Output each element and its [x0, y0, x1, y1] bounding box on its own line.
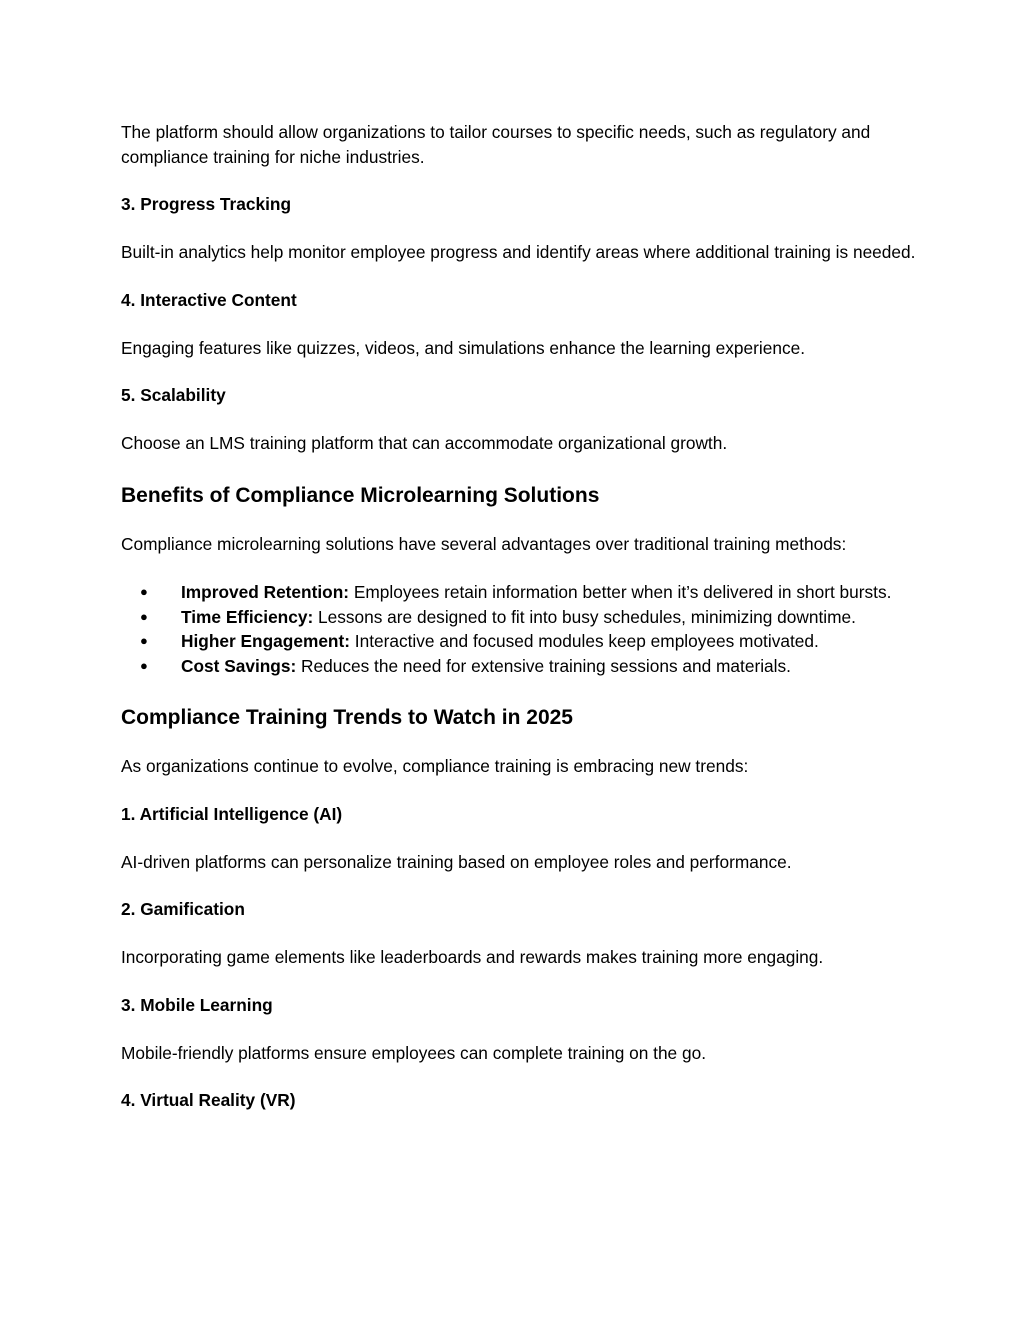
list-item: [121, 629, 921, 654]
bullet-icon: ●: [140, 657, 148, 673]
bullet-icon: ●: [140, 633, 148, 648]
list-item: [121, 580, 921, 605]
feature-text-interactive-content: Engaging features like quizzes, videos, and simulations enhance the learning experience.: [121, 337, 806, 358]
benefits-list: [121, 580, 921, 678]
trends-section-title: Compliance Training Trends to Watch in 2025: [121, 706, 573, 729]
benefit-label: Cost Savings:: [181, 655, 297, 676]
bullet-icon: ●: [140, 584, 148, 599]
trend-text-ai: AI-driven platforms can personalize training based on employee roles and performance.: [121, 851, 792, 872]
benefit-text: Reduces the need for extensive training sessions and materials.: [296, 655, 791, 676]
benefit-text: Lessons are designed to fit into busy schedules, minimizing downtime.: [313, 606, 856, 627]
trend-heading-gamification: 2. Gamification: [121, 899, 245, 919]
feature-heading-progress-tracking: 3. Progress Tracking: [121, 194, 292, 214]
intro-paragraph: The platform should allow organizations to tailor courses to specific needs, such as regulatory and compliance training for niche industries.: [121, 122, 871, 167]
trend-heading-virtual-reality: 4. Virtual Reality (VR): [121, 1090, 296, 1110]
document-page: [121, 120, 921, 1112]
benefit-label: Time Efficiency:: [181, 606, 314, 627]
feature-text-scalability: Choose an LMS training platform that can accommodate organizational growth.: [121, 433, 728, 453]
feature-text-progress-tracking: Built-in analytics help monitor employee progress and identify areas where additional training is needed.: [121, 242, 916, 262]
benefit-text: Interactive and focused modules keep employees motivated.: [350, 631, 819, 651]
list-item: [121, 654, 921, 679]
trend-text-mobile-learning: Mobile-friendly platforms ensure employees can complete training on the go.: [121, 1042, 706, 1063]
trend-text-gamification: Incorporating game elements like leaderboards and rewards makes training more engaging.: [121, 947, 824, 967]
feature-heading-interactive-content: 4. Interactive Content: [121, 289, 297, 310]
benefits-intro: Compliance microlearning solutions have several advantages over traditional training methods:: [121, 533, 847, 554]
benefit-label: Higher Engagement:: [181, 631, 350, 651]
trends-intro: As organizations continue to evolve, compliance training is embracing new trends:: [121, 756, 749, 776]
trend-heading-mobile-learning: 3. Mobile Learning: [121, 994, 273, 1015]
bullet-icon: ●: [140, 608, 148, 624]
trend-heading-ai: 1. Artificial Intelligence (AI): [121, 803, 343, 824]
feature-heading-scalability: 5. Scalability: [121, 385, 226, 405]
benefit-label: Improved Retention:: [181, 582, 350, 602]
list-item: [121, 605, 921, 630]
benefits-section-title: Benefits of Compliance Microlearning Solutions: [121, 483, 600, 507]
benefit-text: Employees retain information better when it’s delivered in short bursts.: [349, 582, 892, 602]
